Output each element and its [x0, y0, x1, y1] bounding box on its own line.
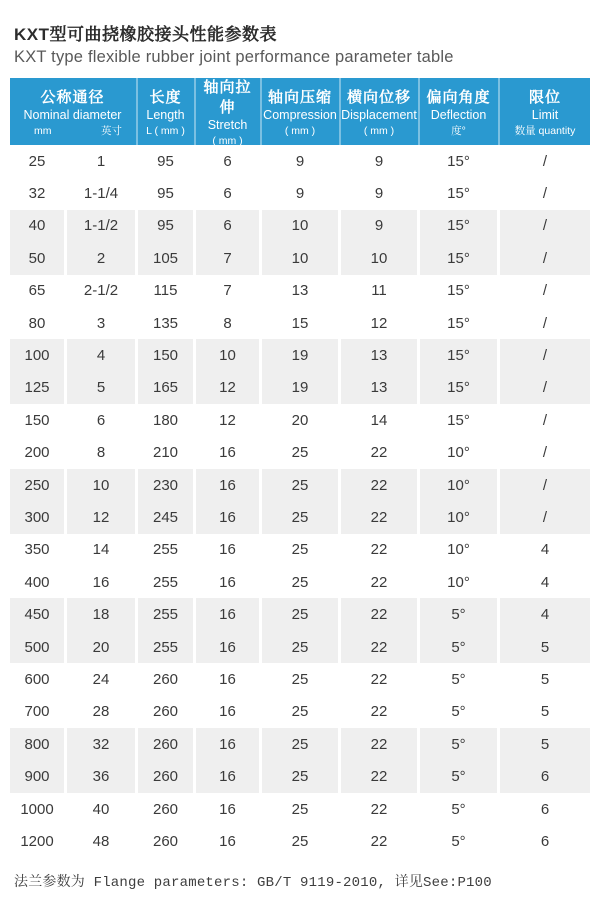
table-cell: / [500, 210, 590, 242]
table-cell: 22 [341, 631, 417, 663]
table-cell: / [500, 501, 590, 533]
table-cell: 300 [10, 501, 64, 533]
table-cell: 255 [138, 598, 193, 630]
table-cell: 5 [500, 696, 590, 728]
table-cell: 36 [67, 760, 135, 792]
table-cell: 4 [500, 566, 590, 598]
table-cell: / [500, 242, 590, 274]
table-cell: 16 [196, 696, 259, 728]
header-sub-units [10, 124, 135, 138]
table-cell: 40 [67, 793, 135, 825]
table-row [10, 242, 590, 274]
table-cell: 2-1/2 [67, 275, 135, 307]
header-sub-inch: 英寸 [101, 125, 122, 138]
table-row [10, 728, 590, 760]
table-cell: 22 [341, 793, 417, 825]
table-cell: 24 [67, 663, 135, 695]
table-cell: 125 [10, 372, 64, 404]
header-label-cn: 横向位移 [346, 88, 411, 106]
table-cell: 5° [420, 728, 497, 760]
table-cell: 135 [138, 307, 193, 339]
table-cell: 6 [196, 210, 259, 242]
table-cell: 95 [138, 210, 193, 242]
header-label-unit: ( mm ) [284, 125, 316, 138]
table-cell: 16 [196, 728, 259, 760]
header-label-unit: 度° [451, 125, 466, 138]
table-row [10, 177, 590, 209]
header-label-unit: ( mm ) [212, 134, 243, 147]
table-cell: 7 [196, 275, 259, 307]
table-cell: 210 [138, 437, 193, 469]
table-cell: 5° [420, 663, 497, 695]
table-cell: 20 [67, 631, 135, 663]
table-row [10, 534, 590, 566]
header-label-unit: ( mm ) [363, 125, 395, 138]
table-cell: 16 [196, 760, 259, 792]
table-cell: 22 [341, 598, 417, 630]
table-cell: 5 [67, 372, 135, 404]
table-cell: 10° [420, 501, 497, 533]
table-cell: 10 [262, 242, 338, 274]
table-cell: 150 [10, 404, 64, 436]
table-cell: 22 [341, 566, 417, 598]
table-cell: 22 [341, 696, 417, 728]
table-cell: 25 [262, 598, 338, 630]
table-cell: 8 [67, 437, 135, 469]
footer-note: 法兰参数为 Flange parameters: GB/T 9119-2010, 详见See:P100 [14, 874, 492, 891]
table-cell: 16 [67, 566, 135, 598]
table-cell: 1200 [10, 825, 64, 857]
header-label-cn: 长度 [149, 88, 182, 106]
table-cell: 260 [138, 760, 193, 792]
table-cell: 250 [10, 469, 64, 501]
table-cell: 20 [262, 404, 338, 436]
table-cell: 15° [420, 145, 497, 177]
header-label-en: Compression [263, 108, 337, 123]
table-cell: 255 [138, 534, 193, 566]
table-cell: 25 [262, 793, 338, 825]
table-cell: 22 [341, 825, 417, 857]
table-cell: 350 [10, 534, 64, 566]
table-cell: 260 [138, 728, 193, 760]
table-cell: 9 [341, 210, 417, 242]
table-cell: 1000 [10, 793, 64, 825]
table-cell: 500 [10, 631, 64, 663]
table-cell: 9 [262, 145, 338, 177]
table-cell: 400 [10, 566, 64, 598]
table-cell: 25 [10, 145, 64, 177]
header-nominal-diameter [10, 78, 135, 148]
table-cell: 5 [500, 663, 590, 695]
table-cell: 13 [341, 372, 417, 404]
table-row [10, 437, 590, 469]
table-cell: 14 [341, 404, 417, 436]
table-cell: 16 [196, 437, 259, 469]
table-cell: 80 [10, 307, 64, 339]
header-stretch [196, 78, 259, 148]
header-length [138, 78, 193, 148]
header-displacement [341, 78, 417, 148]
table-row [10, 793, 590, 825]
table-cell: 4 [500, 598, 590, 630]
table-cell: 1 [67, 145, 135, 177]
table-cell: 6 [500, 793, 590, 825]
table-cell: 230 [138, 469, 193, 501]
table-cell: 25 [262, 534, 338, 566]
table-row [10, 760, 590, 792]
table-cell: / [500, 437, 590, 469]
table-cell: 15° [420, 210, 497, 242]
table-cell: 5° [420, 631, 497, 663]
table-cell: 25 [262, 501, 338, 533]
table-cell: / [500, 469, 590, 501]
table-cell: 5° [420, 598, 497, 630]
table-cell: / [500, 339, 590, 371]
table-cell: 65 [10, 275, 64, 307]
table-cell: 12 [196, 404, 259, 436]
table-cell: 16 [196, 825, 259, 857]
table-cell: 260 [138, 696, 193, 728]
table-cell: 15° [420, 275, 497, 307]
table-cell: 48 [67, 825, 135, 857]
header-deflection [420, 78, 497, 148]
table-cell: 6 [67, 404, 135, 436]
table-cell: 15° [420, 404, 497, 436]
table-cell: 22 [341, 501, 417, 533]
table-cell: 25 [262, 437, 338, 469]
table-cell: 245 [138, 501, 193, 533]
table-cell: / [500, 307, 590, 339]
header-compression [262, 78, 338, 148]
table-cell: 5° [420, 825, 497, 857]
table-cell: 25 [262, 760, 338, 792]
header-label-unit: L ( mm ) [146, 125, 185, 138]
header-label-unit: 数量 quantity [514, 125, 576, 138]
table-cell: 16 [196, 501, 259, 533]
header-label-cn: 轴向拉伸 [203, 79, 252, 116]
table-cell: 12 [67, 501, 135, 533]
table-cell: 15° [420, 307, 497, 339]
table-cell: 13 [341, 339, 417, 371]
page-title-english: KXT type flexible rubber joint performance parameter table [14, 48, 454, 66]
table-cell: 800 [10, 728, 64, 760]
table-row [10, 210, 590, 242]
table-cell: 255 [138, 566, 193, 598]
header-label-cn: 轴向压缩 [267, 88, 332, 106]
table-cell: 150 [138, 339, 193, 371]
table-cell: / [500, 372, 590, 404]
table-cell: 2 [67, 242, 135, 274]
table-cell: 5 [500, 728, 590, 760]
table-cell: 100 [10, 339, 64, 371]
table-row [10, 696, 590, 728]
table-cell: 12 [196, 372, 259, 404]
table-cell: 10 [262, 210, 338, 242]
table-row [10, 825, 590, 857]
table-cell: 10° [420, 437, 497, 469]
table-cell: 25 [262, 825, 338, 857]
table-cell: 260 [138, 825, 193, 857]
table-cell: 15° [420, 177, 497, 209]
table-row [10, 372, 590, 404]
table-cell: / [500, 275, 590, 307]
table-cell: 22 [341, 728, 417, 760]
header-label-cn: 公称通径 [40, 88, 105, 106]
table-cell: 10 [67, 469, 135, 501]
header-label-cn: 偏向角度 [426, 88, 491, 106]
table-cell: 7 [196, 242, 259, 274]
table-row [10, 566, 590, 598]
table-cell: 260 [138, 663, 193, 695]
table-cell: 40 [10, 210, 64, 242]
header-label-en: Deflection [430, 108, 487, 123]
table-cell: 25 [262, 469, 338, 501]
table-cell: 16 [196, 663, 259, 695]
table-cell: 6 [196, 145, 259, 177]
page-title-chinese: KXT型可曲挠橡胶接头性能参数表 [14, 25, 277, 44]
table-cell: 19 [262, 372, 338, 404]
table-cell: 6 [500, 825, 590, 857]
table-cell: 25 [262, 663, 338, 695]
table-cell: 32 [10, 177, 64, 209]
header-label-en: Nominal diameter [23, 108, 122, 123]
table-cell: 14 [67, 534, 135, 566]
table-body [10, 145, 590, 858]
table-cell: 10 [341, 242, 417, 274]
table-cell: 165 [138, 372, 193, 404]
table-cell: 260 [138, 793, 193, 825]
table-cell: 50 [10, 242, 64, 274]
table-cell: 5° [420, 760, 497, 792]
table-cell: 900 [10, 760, 64, 792]
table-cell: 4 [67, 339, 135, 371]
table-cell: 25 [262, 631, 338, 663]
table-cell: / [500, 404, 590, 436]
table-cell: 10° [420, 469, 497, 501]
table-cell: 6 [196, 177, 259, 209]
table-cell: 15° [420, 242, 497, 274]
table-cell: 16 [196, 793, 259, 825]
table-cell: 15° [420, 339, 497, 371]
table-row [10, 404, 590, 436]
table-cell: 5° [420, 696, 497, 728]
table-row [10, 339, 590, 371]
table-cell: 600 [10, 663, 64, 695]
table-cell: 22 [341, 663, 417, 695]
table-cell: 10 [196, 339, 259, 371]
header-limit [500, 78, 590, 148]
table-row [10, 631, 590, 663]
table-cell: 11 [341, 275, 417, 307]
table-cell: 22 [341, 534, 417, 566]
header-label-en: Displacement [341, 108, 417, 123]
header-sub-mm: mm [34, 125, 52, 138]
table-row [10, 598, 590, 630]
table-cell: 13 [262, 275, 338, 307]
table-cell: / [500, 145, 590, 177]
table-cell: 5° [420, 793, 497, 825]
table-cell: 28 [67, 696, 135, 728]
table-cell: 1-1/2 [67, 210, 135, 242]
table-cell: 9 [341, 177, 417, 209]
table-cell: 105 [138, 242, 193, 274]
table-row [10, 663, 590, 695]
table-cell: 32 [67, 728, 135, 760]
table-cell: 9 [341, 145, 417, 177]
table-cell: 16 [196, 534, 259, 566]
table-cell: 6 [500, 760, 590, 792]
table-cell: 5 [500, 631, 590, 663]
table-cell: 450 [10, 598, 64, 630]
table-cell: 115 [138, 275, 193, 307]
table-cell: 4 [500, 534, 590, 566]
table-cell: 19 [262, 339, 338, 371]
table-cell: 3 [67, 307, 135, 339]
table-row [10, 307, 590, 339]
table-cell: 1-1/4 [67, 177, 135, 209]
table-cell: 16 [196, 566, 259, 598]
table-cell: 10° [420, 534, 497, 566]
table-row [10, 145, 590, 177]
table-cell: 8 [196, 307, 259, 339]
header-label-cn: 限位 [528, 88, 561, 106]
table-row [10, 469, 590, 501]
table-cell: 95 [138, 145, 193, 177]
table-cell: / [500, 177, 590, 209]
table-cell: 25 [262, 728, 338, 760]
table-cell: 95 [138, 177, 193, 209]
table-cell: 16 [196, 598, 259, 630]
table-cell: 10° [420, 566, 497, 598]
table-cell: 18 [67, 598, 135, 630]
table-row [10, 501, 590, 533]
table-cell: 25 [262, 696, 338, 728]
table-cell: 255 [138, 631, 193, 663]
table-cell: 12 [341, 307, 417, 339]
table-cell: 180 [138, 404, 193, 436]
table-cell: 15 [262, 307, 338, 339]
table-header [10, 78, 590, 145]
table-cell: 200 [10, 437, 64, 469]
table-cell: 22 [341, 437, 417, 469]
table-cell: 25 [262, 566, 338, 598]
table-cell: 16 [196, 631, 259, 663]
table-cell: 16 [196, 469, 259, 501]
header-label-en: Limit [531, 108, 559, 123]
table-cell: 15° [420, 372, 497, 404]
table-cell: 700 [10, 696, 64, 728]
table-cell: 22 [341, 469, 417, 501]
header-label-en: Stretch [207, 118, 248, 132]
header-label-en: Length [146, 108, 185, 123]
table-cell: 9 [262, 177, 338, 209]
table-row [10, 275, 590, 307]
table-cell: 22 [341, 760, 417, 792]
